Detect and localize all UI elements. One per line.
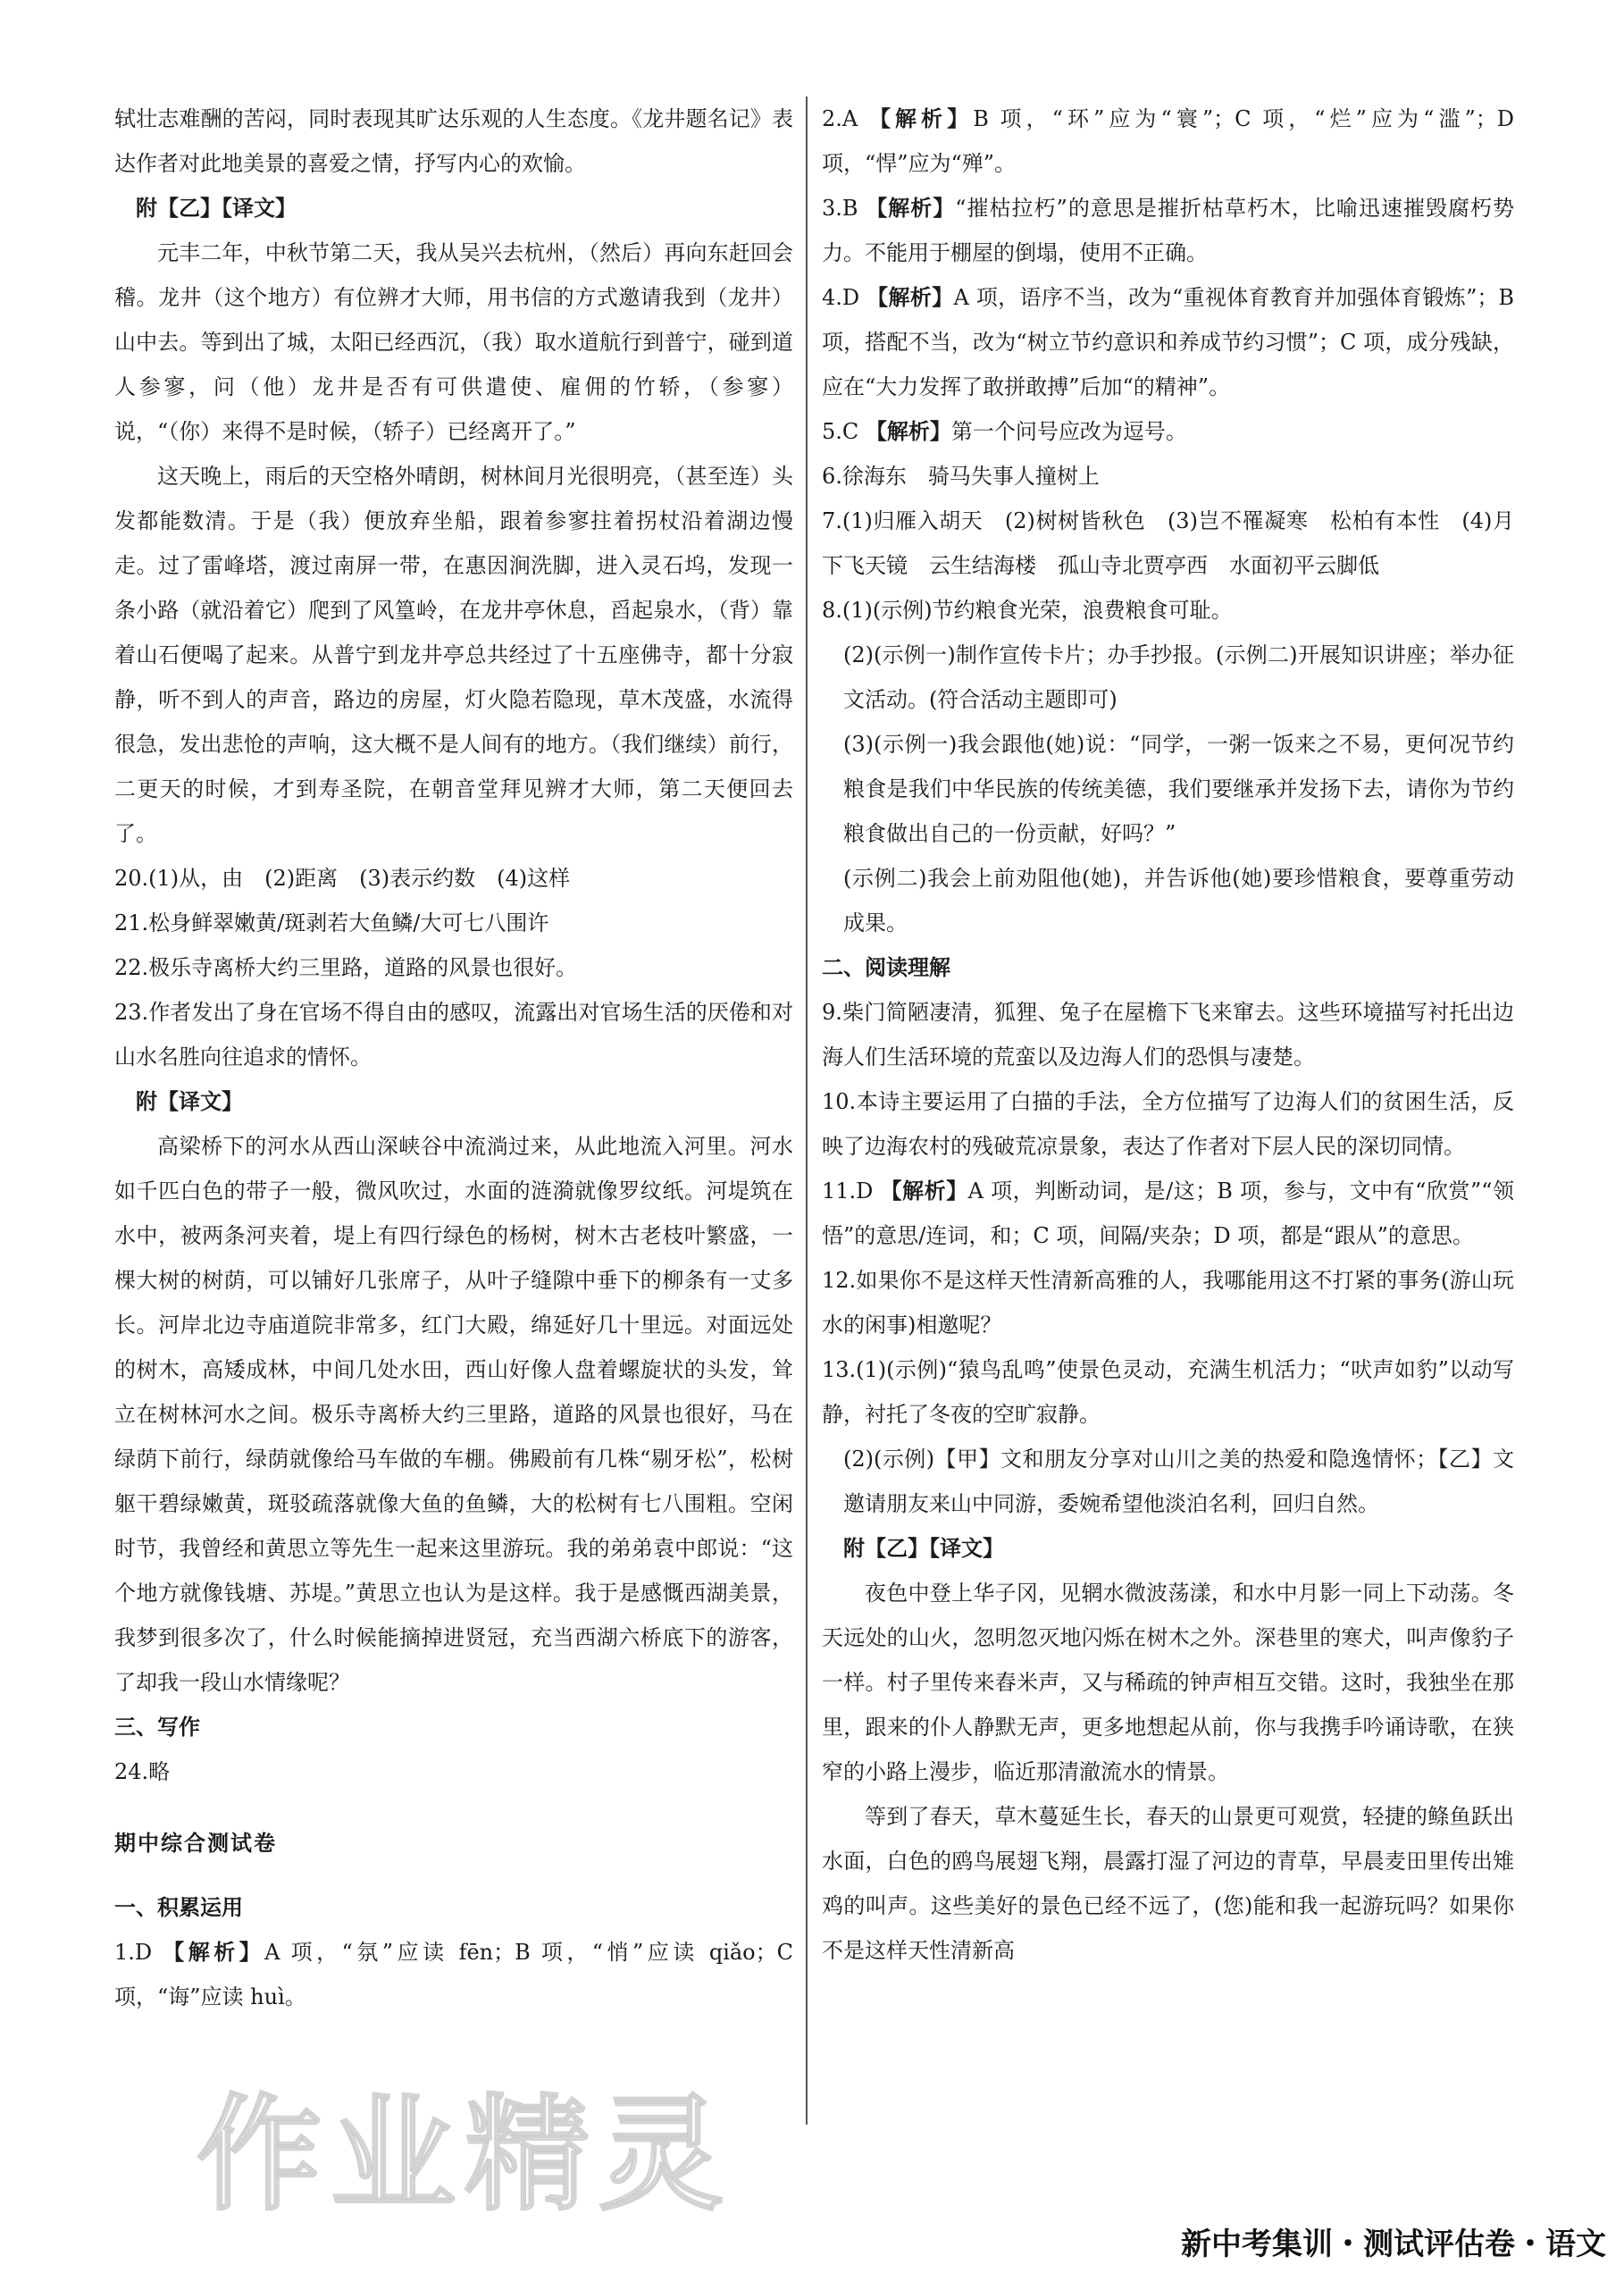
- analysis-label: 【解析】: [868, 106, 974, 131]
- answer-number: 1.D: [114, 1940, 153, 1965]
- answer-8-4: (示例二)我会上前劝阻他(她)，并告诉他(她)要珍惜粮食，要尊重劳动成果。: [843, 866, 1514, 935]
- answer-20: 20.(1)从，由 (2)距离 (3)表示约数 (4)这样: [114, 866, 571, 891]
- section-heading-reading: 二、阅读理解: [822, 955, 950, 980]
- answer-text: A 项，语序不当，改为“重视体育教育并加强体育锻炼”；B 项，搭配不当，改为“树立节约意识和养成节约习惯”；C 项，成分残缺，应在“大力发挥了敢拼敢搏”后加“的精神”。: [822, 285, 1514, 399]
- exam-title: 期中综合测试卷: [114, 1831, 277, 1856]
- answer-text: 第一个问号应改为逗号。: [950, 419, 1187, 444]
- answer-9: 9.柴门简陋凄清，狐狸、兔子在屋檐下飞来窜去。这些环境描写衬托出边海人们生活环境的荒蛮以及边海人们的恐惧与凄楚。: [822, 1000, 1514, 1070]
- answer-8-3: (3)(示例一)我会跟他(她)说：“同学，一粥一饭来之不易，更何况节约粮食是我们中华民族的传统美德，我们要继承并发扬下去，请你为节约粮食做出自己的一份贡献，好吗？”: [843, 732, 1514, 846]
- answer-text: A 项，“氛”应读 fēn；B 项，“悄”应读 qiǎo；C 项，“诲”应读 huì。: [114, 1940, 793, 2009]
- analysis-label: 【解析】: [163, 1940, 265, 1965]
- answer-3: [822, 186, 1514, 275]
- answer-text: “摧枯拉朽”的意思是摧折枯草朽木，比喻迅速摧毁腐朽势力。不能用于棚屋的倒塌，使用不正确。: [822, 196, 1514, 265]
- column-divider: [806, 96, 808, 2125]
- watermark-logo: 作业精灵: [197, 2083, 733, 2228]
- analysis-label: 【解析】: [866, 285, 954, 310]
- paragraph-continuation: 轼壮志难酬的苦闷，同时表现其旷达乐观的人生态度。《龙井题名记》表达作者对此地美景的喜爱之情，抒写内心的欢愉。: [114, 106, 793, 176]
- translation-heading: 附【译文】: [136, 1089, 243, 1114]
- translation-heading-yi: 附【乙】【译文】: [843, 1536, 1004, 1561]
- answer-8-2: (2)(示例一)制作宣传卡片；办手抄报。(示例二)开展知识讲座；举办征文活动。(符合活动主题即可): [843, 642, 1514, 712]
- answer-5: [822, 409, 1514, 454]
- translation-paragraph: 高梁桥下的河水从西山深峡谷中流淌过来，从此地流入河里。河水如千匹白色的带子一般，微风吹过，水面的涟漪就像罗纹纸。河堤筑在水中，被两条河夹着，堤上有四行绿色的杨树，树木古老枝叶繁盛，一棵大树的树荫，可以铺好几张席子，从叶子缝隙中垂下的柳条有一丈多长。河岸北边寺庙道院非常多，红门大殿，绵延好几十里远。对面远处的树木，高矮成林，中间几处水田，西山好像人盘着螺旋状的头发，耸立在树林河水之间。极乐寺离桥大约三里路，道路的风景也很好，马在绿荫下前行，绿荫就像给马车做的车棚。佛殿前有几株“剔牙松”，松树躯干碧绿嫩黄，斑驳疏落就像大鱼的鱼鳞，大的松树有七八围粗。空闲时节，我曾经和黄思立等先生一起来这里游玩。我的弟弟袁中郎说：“这个地方就像钱塘、苏堤。”黄思立也认为是这样。我于是感慨西湖美景，我梦到很多次了，什么时候能摘掉进贤冠，充当西湖六桥底下的游客，了却我一段山水情缘呢？: [114, 1134, 793, 1695]
- footer-book-title: 新中考集训・测试评估卷・语文: [1181, 2227, 1606, 2262]
- translation-heading-yi: 附【乙】【译文】: [136, 196, 297, 221]
- analysis-label: 【解析】: [866, 196, 956, 221]
- answer-23: 23.作者发出了身在官场不得自由的感叹，流露出对官场生活的厌倦和对山水名胜向往追求的情怀。: [114, 1000, 793, 1070]
- answer-text: B 项，“环”应为“寰”；C 项，“烂”应为“滥”；D 项，“悍”应为“殚”。: [822, 106, 1514, 176]
- answer-21: 21.松身鲜翠嫩黄/斑剥若大鱼鳞/大可七八围许: [114, 910, 549, 935]
- answer-number: 3.B: [822, 196, 858, 221]
- translation-paragraph: 这天晚上，雨后的天空格外晴朗，树林间月光很明亮，（甚至连）头发都能数清。于是（我）便放弃坐船，跟着参寥拄着拐杖沿着湖边慢走。过了雷峰塔，渡过南屏一带，在惠因涧洗脚，进入灵石坞，发现一条小路（就沿着它）爬到了风篁岭，在龙井亭休息，舀起泉水，（背）靠着山石便喝了起来。从普宁到龙井亭总共经过了十五座佛寺，都十分寂静，听不到人的声音，路边的房屋，灯火隐若隐现，草木茂盛，水流得很急，发出悲怆的声响，这大概不是人间有的地方。（我们继续）前行，二更天的时候，才到寿圣院，在朝音堂拜见辨才大师，第二天便回去了。: [114, 464, 793, 846]
- answer-6: 6.徐海东 骑马失事人撞树上: [822, 464, 1100, 489]
- answer-22: 22.极乐寺离桥大约三里路，道路的风景也很好。: [114, 955, 578, 980]
- answer-number: 2.A: [822, 106, 858, 131]
- answer-number: 5.C: [822, 419, 859, 444]
- translation-paragraph: 等到了春天，草木蔓延生长，春天的山景更可观赏，轻捷的鲦鱼跃出水面，白色的鸥鸟展翅飞翔，晨露打湿了河边的青草，早晨麦田里传出雉鸡的叫声。这些美好的景色已经不远了，(您)能和我一起游玩吗？如果你不是这样天性清新高: [822, 1804, 1514, 1963]
- answer-number: 4.D: [822, 285, 860, 310]
- section-heading-accumulation: 一、积累运用: [114, 1895, 243, 1920]
- right-column: [822, 96, 1514, 2125]
- answer-number: 11.D: [822, 1179, 874, 1204]
- answer-13-1: 13.(1)(示例)“猿鸟乱鸣”使景色灵动，充满生机活力；“吠声如豹”以动写静，衬托了冬夜的空旷寂静。: [822, 1357, 1514, 1427]
- answer-text: A 项，判断动词，是/这；B 项，参与，文中有“欣赏”“领悟”的意思/连词，和；C 项，间隔/夹杂；D 项，都是“跟从”的意思。: [822, 1179, 1514, 1248]
- analysis-label: 【解析】: [880, 1179, 968, 1204]
- answer-13-2: (2)(示例)【甲】文和朋友分享对山川之美的热爱和隐逸情怀；【乙】文邀请朋友来山中同游，委婉希望他淡泊名利，回归自然。: [843, 1447, 1514, 1516]
- answer-11: [822, 1169, 1514, 1258]
- left-column: [114, 96, 793, 2125]
- section-heading-writing: 三、写作: [114, 1715, 200, 1740]
- translation-paragraph: 夜色中登上华子冈，见辋水微波荡漾，和水中月影一同上下动荡。冬天远处的山火，忽明忽灭地闪烁在树木之外。深巷里的寒犬，叫声像豹子一样。村子里传来舂米声，又与稀疏的钟声相互交错。这时，我独坐在那里，跟来的仆人静默无声，更多地想起从前，你与我携手吟诵诗歌，在狭窄的小路上漫步，临近那清澈流水的情景。: [822, 1581, 1514, 1784]
- answer-7: 7.(1)归雁入胡天 (2)树树皆秋色 (3)岂不罹凝寒 松柏有本性 (4)月下飞天镜 云生结海楼 孤山寺北贾亭西 水面初平云脚低: [822, 508, 1514, 578]
- answer-1: [114, 1930, 793, 2019]
- analysis-label: 【解析】: [865, 419, 951, 444]
- translation-paragraph: 元丰二年，中秋节第二天，我从吴兴去杭州，（然后）再向东赶回会稽。龙井（这个地方）有位辨才大师，用书信的方式邀请我到（龙井）山中去。等到出了城，太阳已经西沉，（我）取水道航行到普宁，碰到道人参寥，问（他）龙井是否有可供遣使、雇佣的竹轿，（参寥）说，“（你）来得不是时候，（轿子）已经离开了。”: [114, 240, 793, 444]
- answer-2: [822, 96, 1514, 186]
- answer-8-1: 8.(1)(示例)节约粮食光荣，浪费粮食可耻。: [822, 598, 1233, 623]
- answer-4: [822, 275, 1514, 409]
- answer-12: 12.如果你不是这样天性清新高雅的人，我哪能用这不打紧的事务(游山玩水的闲事)相邀呢？: [822, 1268, 1514, 1338]
- answer-24: 24.略: [114, 1759, 171, 1784]
- answer-10: 10.本诗主要运用了白描的手法，全方位描写了边海人们的贫困生活，反映了边海农村的残破荒凉景象，表达了作者对下层人民的深切同情。: [822, 1089, 1514, 1159]
